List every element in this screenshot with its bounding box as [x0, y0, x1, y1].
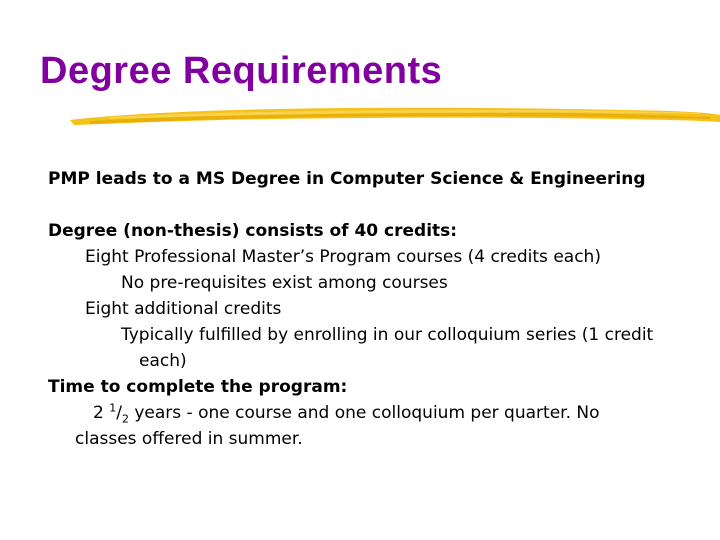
time-denominator: 2	[121, 412, 129, 426]
bullet-additional-credits: Eight additional credits	[85, 299, 282, 319]
intro-text: PMP leads to a MS Degree in Computer Science & Engineering	[48, 169, 646, 189]
time-detail-rest: years - one course and one colloquium per quarter. No	[134, 403, 600, 423]
spacer	[48, 192, 708, 218]
bullet-no-prereqs: No pre-requisites exist among courses	[121, 273, 448, 293]
time-detail-line2: classes offered in summer.	[75, 429, 303, 449]
degree-heading: Degree (non-thesis) consists of 40 credits:	[48, 221, 458, 241]
slide-body	[48, 166, 708, 452]
slide-title: Degree Requirements	[40, 50, 443, 92]
title-underline-stroke	[70, 100, 720, 132]
bullet-colloquium-line2: each)	[139, 351, 187, 371]
bullet-pmp-courses: Eight Professional Master’s Program courses (4 credits each)	[85, 247, 601, 267]
time-detail-line1: 2 $^1/_2$ years - one course and one colloquium per quarter. No	[93, 401, 600, 426]
bullet-colloquium-line1: Typically fulfilled by enrolling in our colloquium series (1 credit	[121, 325, 654, 345]
time-numerator: 1	[109, 401, 117, 415]
time-whole: 2	[93, 403, 104, 423]
time-heading: Time to complete the program:	[48, 377, 348, 397]
